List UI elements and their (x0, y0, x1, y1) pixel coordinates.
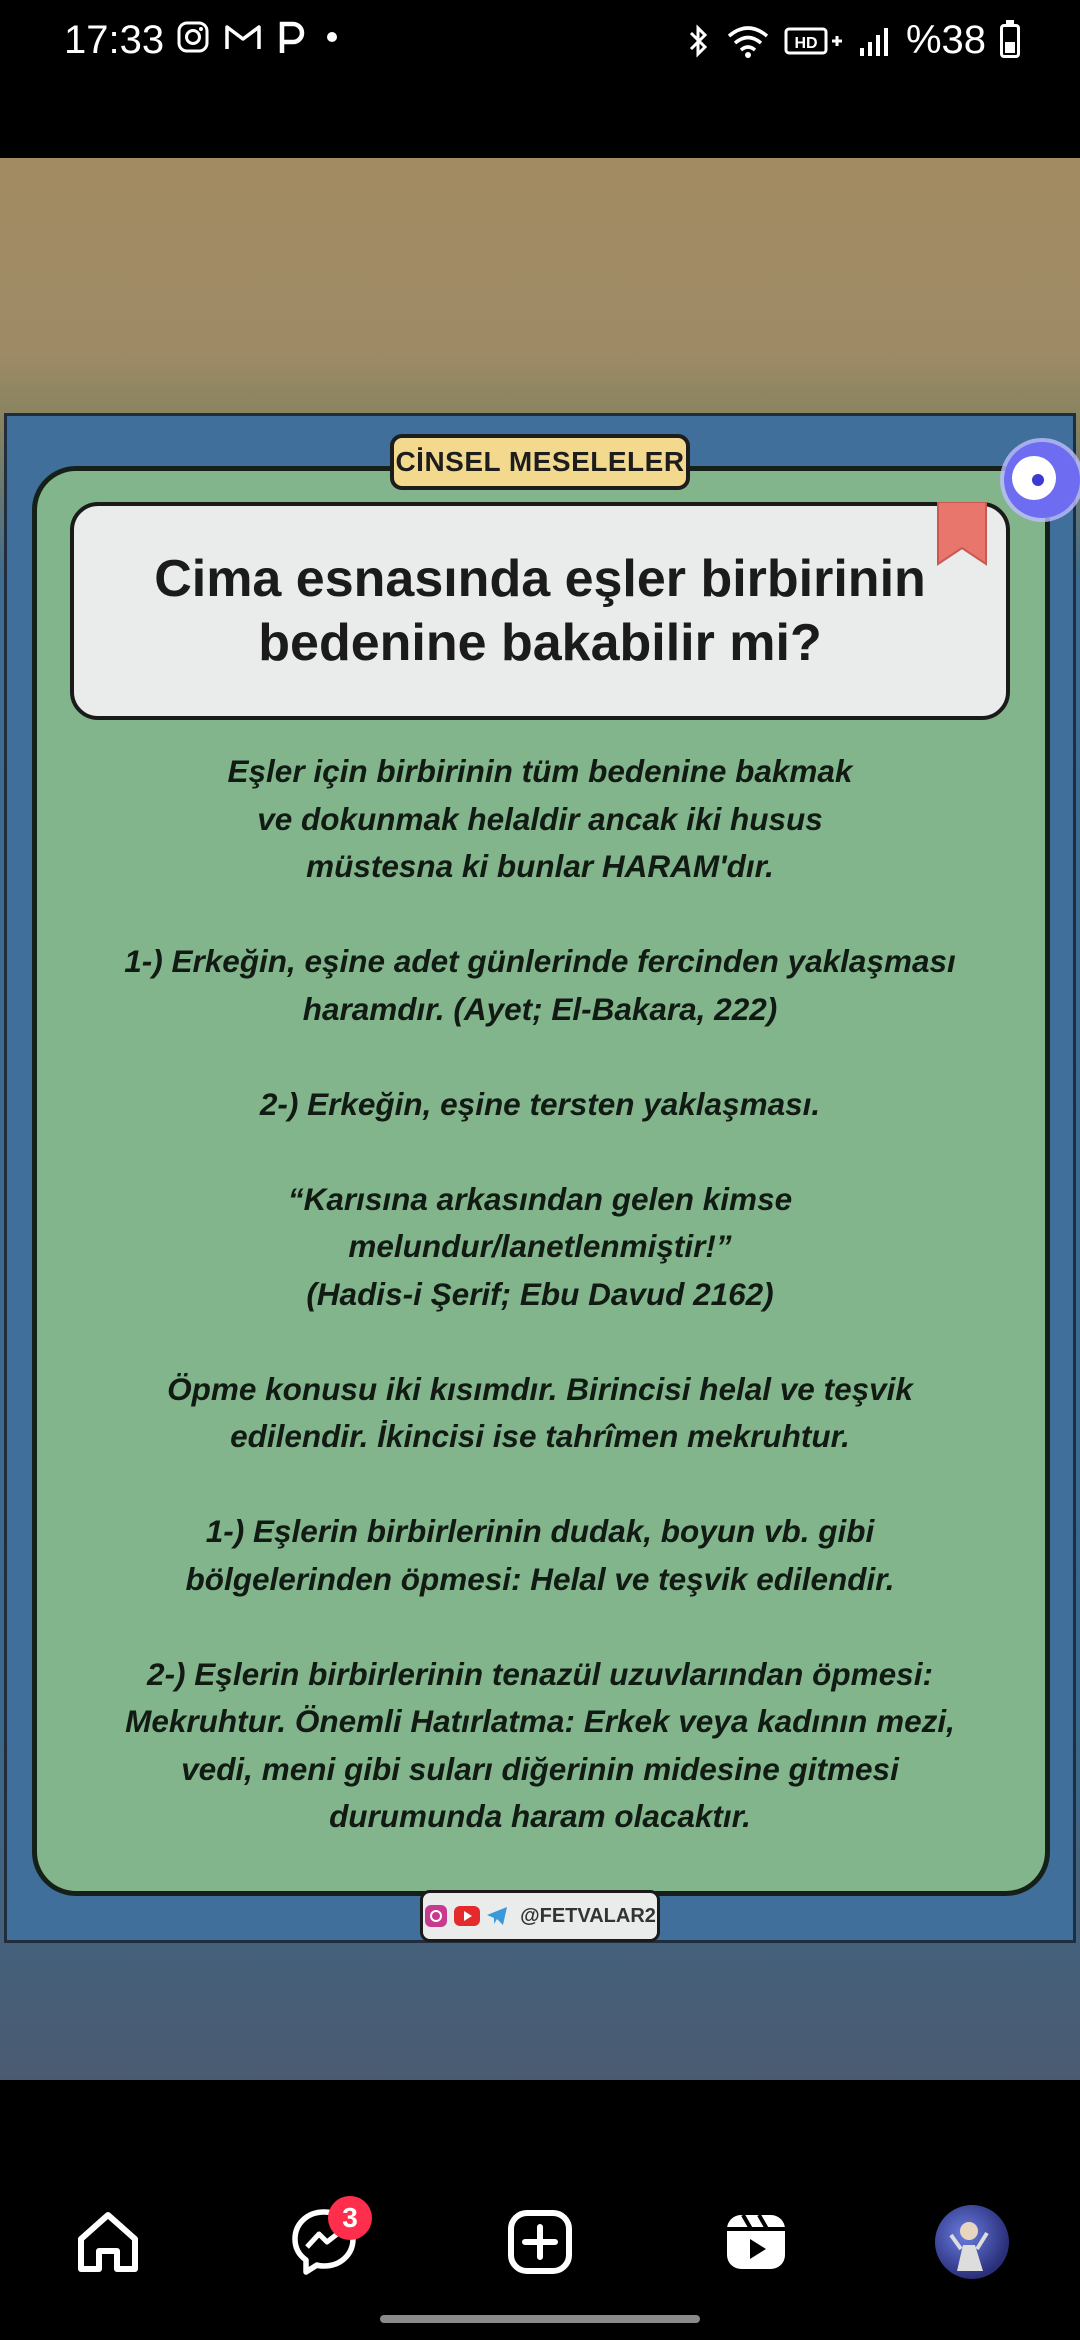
post-image-viewer[interactable] (0, 158, 1080, 2080)
bookmark-ribbon-icon (936, 502, 988, 566)
app-p-icon (276, 20, 306, 54)
instagram-icon (424, 1904, 448, 1928)
post-title: Cima esnasında eşler birbirinin bedenine bakabilir mi? (154, 550, 926, 672)
telegram-icon (486, 1906, 508, 1926)
youtube-icon (454, 1906, 480, 1926)
create-icon (505, 2207, 575, 2277)
notification-icons (176, 20, 344, 54)
messenger-badge: 3 (328, 2196, 372, 2240)
instagram-icon (176, 20, 210, 54)
avatar-figure-icon (935, 2205, 1009, 2279)
social-handle: @FETVALAR2 (520, 1904, 656, 1927)
paragraph-hadith: “Karısına arkasından gelen kimse melundur/lanetlenmiştir!” (Hadis-i Şerif; Ebu Davud 2162) (287, 1180, 793, 1312)
floating-assistant-bubble[interactable] (1004, 442, 1080, 518)
nav-profile[interactable] (932, 2202, 1012, 2282)
bottom-navigation (0, 2162, 1080, 2340)
wifi-icon (726, 24, 770, 58)
home-icon (73, 2207, 143, 2277)
profile-avatar (935, 2205, 1009, 2279)
post-body (60, 748, 1020, 1841)
nav-messenger[interactable] (284, 2202, 364, 2282)
paragraph-kissing-2: 2-) Eşlerin birbirlerinin tenazül uzuvlarından öpmesi: Mekruhtur. Önemli Hatırlatma: Erkek veya kadının mezi, vedi, meni gibi suları diğerinin midesine gitmesi durumunda haram olacaktır. (125, 1655, 955, 1834)
home-indicator[interactable] (380, 2315, 700, 2323)
paragraph-kissing: Öpme konusu iki kısımdır. Birincisi helal ve teşvik edilendir. İkincisi ise tahrîmen mekruhtur. (167, 1370, 913, 1454)
nav-reels[interactable] (716, 2202, 796, 2282)
reels-icon (721, 2207, 791, 2277)
system-icons (686, 18, 1020, 63)
category-tag: CİNSEL MESELELER (390, 434, 690, 490)
gmail-icon (224, 22, 262, 52)
status-time: 17:33 (64, 18, 165, 62)
paragraph-rule-2: 2-) Erkeğin, eşine tersten yaklaşması. (259, 1085, 821, 1122)
svg-text:HD: HD (794, 34, 818, 52)
bluetooth-icon (686, 23, 712, 59)
nav-home[interactable] (68, 2202, 148, 2282)
paragraph-intro: Eşler için birbirinin tüm bedenine bakmak ve dokunmak helaldir ancak iki husus müstesna ki bunlar HARAM'dır. (227, 753, 853, 884)
paragraph-kissing-1: 1-) Eşlerin birbirlerinin dudak, boyun vb. gibi bölgelerinden öpmesi: Helal ve teşvik edilendir. (185, 1513, 895, 1597)
signal-icon (858, 24, 892, 58)
battery-icon (1000, 24, 1020, 58)
battery-percent: %38 (905, 18, 986, 62)
status-bar (0, 0, 1080, 86)
nav-create[interactable] (500, 2202, 580, 2282)
paragraph-rule-1: 1-) Erkeğin, eşine adet günlerinde fercinden yaklaşması haramdır. (Ayet; El-Bakara, 222) (124, 943, 956, 1027)
hd-plus-icon (784, 26, 844, 56)
dot-icon (320, 25, 344, 49)
title-box (70, 502, 1010, 720)
social-handle-tag (420, 1890, 660, 1942)
